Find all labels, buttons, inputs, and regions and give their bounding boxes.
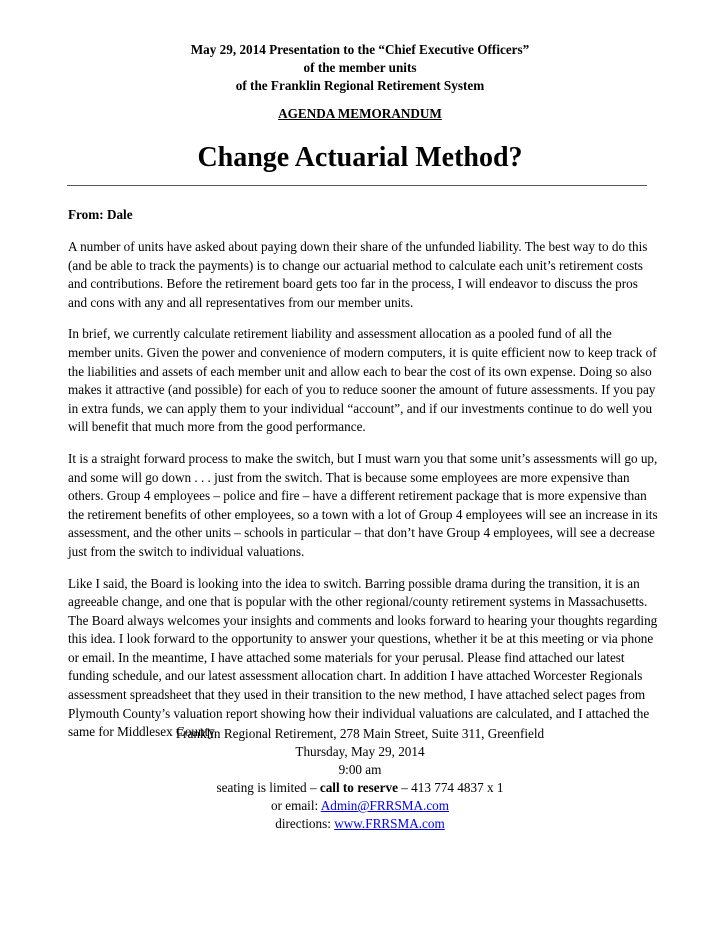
paragraph-4: Like I said, the Board is looking into the idea to switch. Barring possible drama during the transition, it is an agreeable change, and one that is popular with the other regional/county retirement systems in Massachusetts. The Board always welcomes your insights and comments and looks forward to hearing your thoughts regarding this idea. I look forward to the opportunity to answer your questions, whether it be at this meeting or via phone or email. In the meantime, I have attached some materials for your perusal. Please find attached our latest funding schedule, and our latest assessment allocation chart. In addition I have attached Worcester Regionals assessment spreadsheet that they used in their transition to the new method, I have attached select pages from Plymouth County’s valuation report showing how their individual valuations are calculated, and I attached the same for Middlesex County. <box>68 575 658 740</box>
seating-line <box>0 779 720 797</box>
memo-header <box>0 41 720 95</box>
meeting-time: 9:00 am <box>338 762 382 777</box>
email-line <box>0 797 720 815</box>
email-link[interactable]: Admin@FRRSMA.com <box>320 798 450 813</box>
directions-prefix: directions: <box>275 816 335 831</box>
email-prefix: or email: <box>270 798 321 813</box>
from-line: From: Dale <box>68 207 133 222</box>
directions-line <box>0 815 720 833</box>
header-line-1: May 29, 2014 Presentation to the “Chief Executive Officers” <box>190 42 530 57</box>
header-line-3: of the Franklin Regional Retirement System <box>235 78 485 93</box>
paragraph-1: A number of units have asked about paying down their share of the unfunded liability. The best way to do this (and be able to track the payments) is to change our actuarial method to calculate each unit’s retirement costs and contributions. Before the retirement board gets too far in the process, I will endeavor to discuss the pros and cons with any and all representatives from our member units. <box>68 239 648 310</box>
agenda-label: AGENDA MEMORANDUM <box>278 106 442 121</box>
seating-phone: – 413 774 4837 x 1 <box>397 780 504 795</box>
memo-body <box>68 238 658 755</box>
directions-link[interactable]: www.FRRSMA.com <box>334 816 445 831</box>
paragraph-2: In brief, we currently calculate retirement liability and assessment allocation as a pooled fund of all the member units. Given the power and convenience of modern computers, it is quite efficient now to keep track of the liabilities and assets of each member unit and allow each to bear the cost of its own expense. Doing so also makes it attractive (and possible) for each of you to reduce sooner the amount of future assessments. If you pay in extra funds, we can apply them to your individual “account”, and if our investments continue to do well you will benefit that much more from the good performance. <box>68 326 657 435</box>
meeting-date: Thursday, May 29, 2014 <box>295 744 425 759</box>
title-divider <box>67 185 647 186</box>
header-line-2: of the member units <box>303 60 417 75</box>
memo-title: Change Actuarial Method? <box>197 142 523 173</box>
meeting-details <box>0 725 720 833</box>
call-to-reserve: call to reserve <box>319 780 398 795</box>
meeting-address: Franklin Regional Retirement, 278 Main Street, Suite 311, Greenfield <box>175 726 545 741</box>
paragraph-3: It is a straight forward process to make the switch, but I must warn you that some unit’s assessments will go up, and some will go down . . . just from the switch. That is because some employees are more expensive than others. Group 4 employees – police and fire – have a different retirement package that is more expensive than the retirement benefits of other employees, so a town with a lot of Group 4 employees will see an increase in its assessment, and the other units – schools in particular – that don’t have Group 4 employees, will see a decrease just from the switch to individual valuations. <box>68 450 658 559</box>
seating-prefix: seating is limited – <box>216 780 320 795</box>
